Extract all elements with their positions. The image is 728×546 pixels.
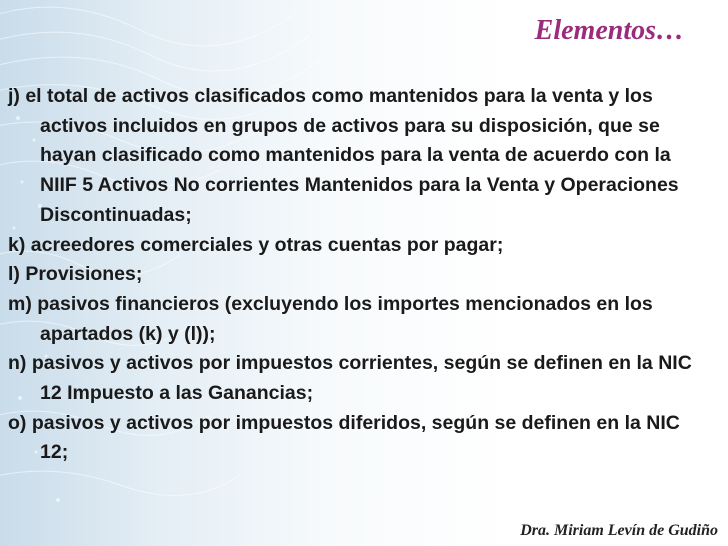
slide-title: Elementos…: [534, 15, 684, 46]
list-item-n: n) pasivos y activos por impuestos corrientes, según se definen en la NIC 12 Impuesto a las Ganancias;: [8, 352, 692, 405]
list-item-j: j) el total de activos clasificados como mantenidos para la venta y los activos incluidos en grupos de activos para su disposición, que se hayan clasificado como mantenidos para la venta de acuerdo con la NIIF 5 Activos No corrientes Mantenidos para la Venta y Operaciones Discontinuadas;: [8, 85, 679, 226]
list-item-o: o) pasivos y activos por impuestos diferidos, según se definen en la NIC 12;: [8, 411, 680, 464]
element-list: [8, 82, 708, 468]
list-item-k: k) acreedores comerciales y otras cuentas por pagar;: [8, 233, 504, 256]
list-item-m: m) pasivos financieros (excluyendo los importes mencionados en los apartados (k) y (l));: [8, 292, 653, 345]
list-item-l: l) Provisiones;: [8, 263, 143, 286]
author-footer: Dra. Miriam Levín de Gudiño: [520, 522, 718, 539]
